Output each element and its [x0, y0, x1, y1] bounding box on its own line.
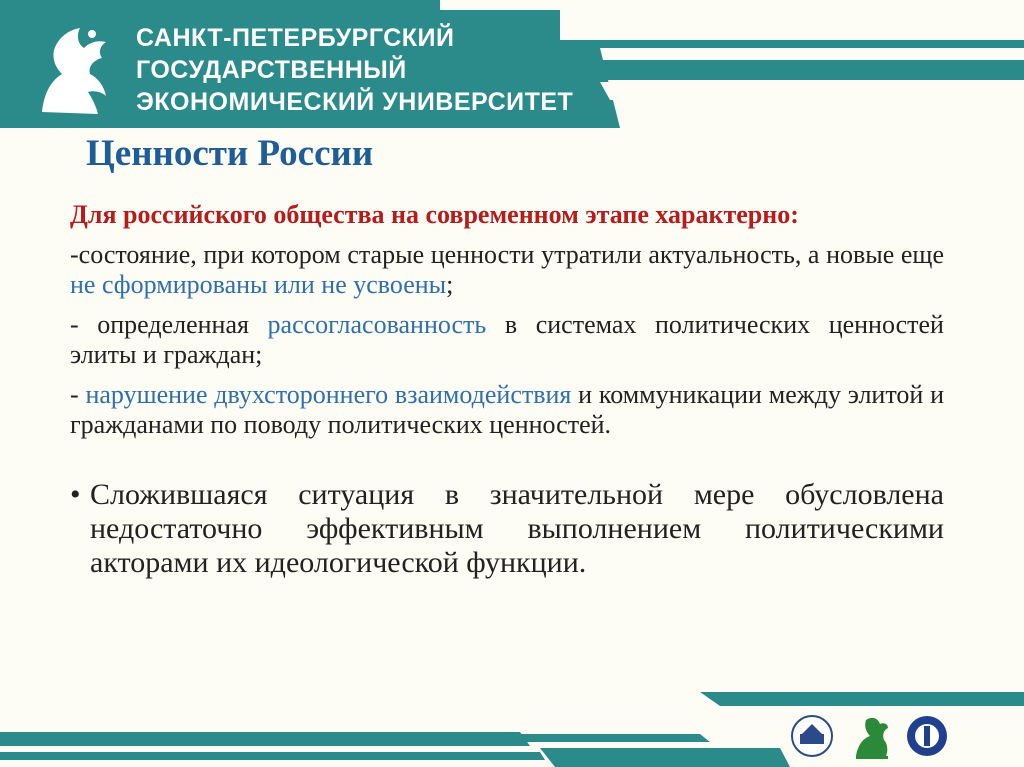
griffin-logo-icon — [32, 22, 122, 117]
list-item-2 — [70, 310, 944, 370]
bullet-text: Сложившаяся ситуация в значительной мере обусловлена недостаточно эффективным выполнением политическими акторами их идеологической функции. — [90, 478, 944, 579]
university-name-line-1: САНКТ-ПЕТЕРБУРГСКИЙ — [136, 24, 455, 52]
bullet-item — [70, 478, 944, 580]
list-item-1 — [70, 240, 944, 300]
list-item-3 — [70, 380, 944, 440]
university-name-line-3: ЭКОНОМИЧЕСКИЙ УНИВЕРСИТЕТ — [136, 88, 574, 116]
partner-logo-2-icon — [850, 712, 894, 760]
slide-content — [70, 200, 944, 580]
partner-logo-1-icon — [790, 712, 834, 760]
list-item-3-highlight: нарушение двухстороннего взаимодействия — [85, 380, 572, 409]
partner-logo-3-icon — [905, 712, 949, 760]
list-item-1-text-a: -состояние, при котором старые ценности утратили актуальность, а новые еще — [70, 240, 944, 269]
lead-text: Для российского общества на современном этапе характерно: — [70, 200, 799, 229]
university-name — [136, 22, 573, 118]
list-item-2-text-c: в системах политических ценностей элиты и граждан; — [70, 310, 944, 369]
list-item-3-text-a: - — [70, 380, 86, 409]
slide-title: Ценности России — [86, 133, 374, 174]
list-item-2-text-a: - определенная — [70, 310, 268, 339]
list-item-2-highlight: рассогласованность — [267, 310, 487, 339]
list-item-1-text-c: ; — [446, 270, 454, 299]
university-name-line-2: ГОСУДАРСТВЕННЫЙ — [136, 56, 407, 84]
list-item-1-highlight: не сформированы или не усвоены — [70, 270, 447, 299]
list-item-3-text-c: и коммуникации между элитой и гражданами по поводу политических ценностей. — [70, 380, 944, 439]
bullet-marker: • — [70, 478, 81, 511]
